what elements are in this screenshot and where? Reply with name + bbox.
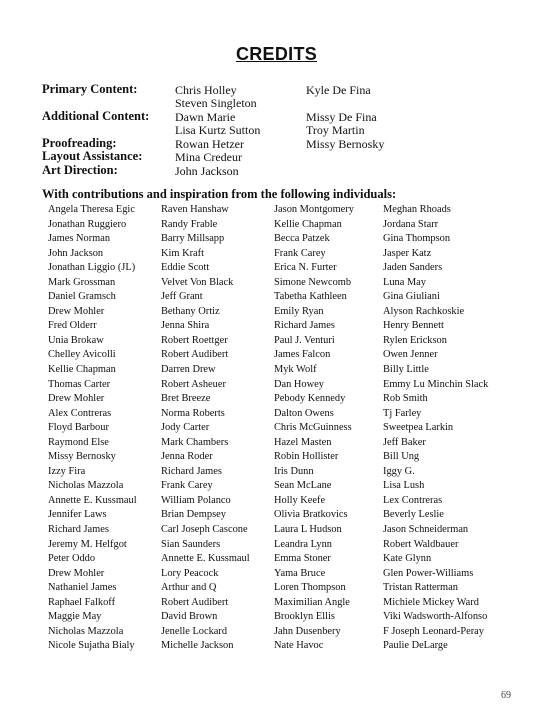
contributor-name: Drew Mohler xyxy=(48,393,105,405)
contributor-name: Lisa Lush xyxy=(383,480,425,492)
credit-name: Chris Holley xyxy=(175,83,237,97)
contributor-name: Luna May xyxy=(383,276,426,288)
contributor-name: James Falcon xyxy=(274,349,331,361)
contributor-name: Thomas Carter xyxy=(48,378,111,390)
contributor-name: Pebody Kennedy xyxy=(274,393,346,405)
credit-name: Steven Singleton xyxy=(175,96,257,110)
page-title: CREDITS xyxy=(235,44,318,64)
contributor-name: Chris McGuinness xyxy=(274,422,352,434)
contributor-name: Richard James xyxy=(161,465,222,477)
contributor-name: Jody Carter xyxy=(161,422,210,434)
contributor-name: Jason Montgomery xyxy=(274,204,354,215)
contributor-name: Yama Bruce xyxy=(274,567,326,579)
contributor-name: Jonathan Liggio (JL) xyxy=(48,262,136,274)
contributor-name: Nicholas Mazzola xyxy=(48,480,124,492)
contributor-name: Lory Peacock xyxy=(161,567,219,579)
contributor-name: Loren Thompson xyxy=(274,582,346,594)
contributor-name: Jeremy M. Helfgot xyxy=(48,538,127,550)
contributor-name: Carl Joseph Cascone xyxy=(161,524,248,536)
contributor-name: Robert Audibert xyxy=(161,596,229,608)
contributor-name: Simone Newcomb xyxy=(274,276,352,288)
contributor-name: Becca Patzek xyxy=(274,233,330,245)
contributor-name: Olivia Bratkovics xyxy=(274,509,348,521)
contributor-name: Billy Little xyxy=(383,364,429,376)
contributor-name: Robert Waldbauer xyxy=(383,538,459,550)
contributor-name: Nicholas Mazzola xyxy=(48,625,124,637)
contributor-name: Rylen Erickson xyxy=(383,334,447,346)
credit-name: Rowan Hetzer xyxy=(175,137,244,151)
contributor-name: Sian Saunders xyxy=(161,538,221,550)
contributor-name: Tristan Ratterman xyxy=(383,582,458,594)
contributor-name: Norma Roberts xyxy=(161,407,225,419)
contributor-name: Paul J. Venturi xyxy=(274,334,335,346)
contributor-name: Tj Farley xyxy=(383,407,422,419)
contributor-name: Jahn Dusenbery xyxy=(274,625,341,637)
contributor-name: Myk Wolf xyxy=(274,364,317,376)
contributor-name: Laura L Hudson xyxy=(274,524,342,536)
contributor-name: Lex Contreras xyxy=(383,494,443,506)
contributor-name: Michiele Mickey Ward xyxy=(383,596,479,608)
contributor-name: Velvet Von Black xyxy=(161,276,234,288)
contributor-name: Paulie DeLarge xyxy=(383,640,448,652)
contributor-name: Robert Asheuer xyxy=(161,378,226,390)
contributor-name: Jeff Grant xyxy=(161,291,203,303)
contributor-name: Jonathan Ruggiero xyxy=(48,218,127,230)
contributors-column-4 xyxy=(383,203,488,654)
contributor-name: Brian Dempsey xyxy=(161,509,226,521)
contributor-name: Raphael Falkoff xyxy=(48,596,116,608)
role-label-additional: Additional Content: xyxy=(42,109,150,123)
contributor-name: Robin Hollister xyxy=(274,451,339,463)
contributor-name: Raven Hanshaw xyxy=(161,204,229,215)
credit-name: Lisa Kurtz Sutton xyxy=(175,123,261,137)
contributor-name: Annette E. Kussmaul xyxy=(48,494,137,506)
contributor-name: Jaden Sanders xyxy=(383,262,443,274)
credit-name: Troy Martin xyxy=(306,123,365,137)
contributor-name: Michelle Jackson xyxy=(161,640,234,652)
credit-name: Dawn Marie xyxy=(175,110,236,124)
contributor-name: Beverly Leslie xyxy=(383,509,444,521)
credit-name: Mina Credeur xyxy=(175,150,242,164)
contributor-name: Mark Chambers xyxy=(161,436,229,448)
contributor-name: Dan Howey xyxy=(274,378,324,390)
contributor-name: Meghan Rhoads xyxy=(383,204,451,215)
contributor-name: Nathaniel James xyxy=(48,582,117,594)
contributor-name: Annette E. Kussmaul xyxy=(161,553,250,565)
contributor-name: Erica N. Furter xyxy=(274,262,337,274)
contributor-name: Frank Carey xyxy=(161,480,213,492)
credit-name: John Jackson xyxy=(175,164,239,178)
role-label-proofreading: Proofreading: xyxy=(42,136,117,150)
credit-name: Missy Bernosky xyxy=(306,137,385,151)
page-number: 69 xyxy=(501,690,511,701)
contributor-name: Angela Theresa Egic xyxy=(48,204,135,215)
contributor-name: Jasper Katz xyxy=(383,247,432,259)
contributor-name: Kellie Chapman xyxy=(48,364,116,376)
contributor-name: Gina Giuliani xyxy=(383,291,440,303)
contributor-name: Owen Jenner xyxy=(383,349,438,361)
credit-name: Kyle De Fina xyxy=(306,83,371,97)
credit-name: Missy De Fina xyxy=(306,110,377,124)
contributor-name: Henry Bennett xyxy=(383,320,444,332)
contributor-name: Robert Roettger xyxy=(161,334,228,346)
contributions-heading: With contributions and inspiration from the following individuals: xyxy=(42,187,397,201)
contributor-name: Daniel Gramsch xyxy=(48,291,116,303)
contributor-name: Unia Brokaw xyxy=(48,334,104,346)
contributor-name: James Norman xyxy=(48,233,111,245)
contributor-name: Floyd Barbour xyxy=(48,422,109,434)
contributor-name: Peter Oddo xyxy=(48,553,96,565)
contributor-name: Tabetha Kathleen xyxy=(274,291,347,303)
contributor-name: David Brown xyxy=(161,611,218,623)
contributor-name: Drew Mohler xyxy=(48,567,105,579)
contributor-name: Barry Millsapp xyxy=(161,233,225,245)
contributor-name: Nate Havoc xyxy=(274,640,324,652)
contributor-name: Alex Contreras xyxy=(48,407,112,419)
contributor-name: Emmy Lu Minchin Slack xyxy=(383,378,489,390)
contributor-name: Maximilian Angle xyxy=(274,596,350,608)
contributor-name: Bethany Ortiz xyxy=(161,305,220,317)
contributor-name: Rob Smith xyxy=(383,393,428,405)
contributor-name: Eddie Scott xyxy=(161,262,210,274)
contributor-name: Alyson Rachkoskie xyxy=(383,305,465,317)
contributor-name: F Joseph Leonard-Peray xyxy=(383,625,484,637)
contributor-name: Bret Breeze xyxy=(161,393,211,405)
role-label-art: Art Direction: xyxy=(42,163,118,177)
contributor-name: Fred Olderr xyxy=(48,320,97,332)
contributor-name: Arthur and Q xyxy=(161,582,217,594)
contributor-name: Bill Ung xyxy=(383,451,420,463)
role-label-primary: Primary Content: xyxy=(42,82,138,96)
contributor-name: Iggy G. xyxy=(383,465,415,477)
contributor-name: Leandra Lynn xyxy=(274,538,332,550)
contributor-name: Jenelle Lockard xyxy=(161,625,228,637)
contributor-name: Emily Ryan xyxy=(274,305,324,317)
contributor-name: Darren Drew xyxy=(161,364,216,376)
contributor-name: Nicole Sujatha Bialy xyxy=(48,640,135,652)
contributor-name: Raymond Else xyxy=(48,436,109,448)
contributor-name: Jenna Roder xyxy=(161,451,213,463)
contributor-name: Kate Glynn xyxy=(383,553,432,565)
contributor-name: Jenna Shira xyxy=(161,320,210,332)
contributor-name: Jeff Baker xyxy=(383,436,426,448)
contributor-name: William Polanco xyxy=(161,494,231,506)
contributor-name: Sweetpea Larkin xyxy=(383,422,454,434)
contributor-name: Randy Frable xyxy=(161,218,218,230)
contributor-name: Richard James xyxy=(48,524,109,536)
contributor-name: Jennifer Laws xyxy=(48,509,107,521)
contributors-column-2 xyxy=(161,203,250,654)
contributor-name: Glen Power-Williams xyxy=(383,567,474,579)
contributor-name: Brooklyn Ellis xyxy=(274,611,335,623)
contributor-name: Dalton Owens xyxy=(274,407,334,419)
contributor-name: Kellie Chapman xyxy=(274,218,342,230)
contributor-name: Richard James xyxy=(274,320,335,332)
role-label-layout: Layout Assistance: xyxy=(42,149,143,163)
contributor-name: Drew Mohler xyxy=(48,305,105,317)
contributor-name: Hazel Masten xyxy=(274,436,332,448)
contributor-name: Robert Audibert xyxy=(161,349,229,361)
contributor-name: Mark Grossman xyxy=(48,276,116,288)
contributor-name: Frank Carey xyxy=(274,247,326,259)
contributor-name: Izzy Fira xyxy=(48,465,86,477)
contributors-column-3 xyxy=(274,203,354,654)
contributor-name: Jason Schneiderman xyxy=(383,524,469,536)
contributor-name: Holly Keefe xyxy=(274,494,326,506)
contributor-name: Gina Thompson xyxy=(383,233,451,245)
contributor-name: Emma Stoner xyxy=(274,553,331,565)
contributor-name: Viki Wadsworth-Alfonso xyxy=(383,611,488,623)
contributor-name: Missy Bernosky xyxy=(48,451,116,463)
contributor-name: Maggie May xyxy=(48,611,102,623)
contributor-name: Jordana Starr xyxy=(383,218,439,230)
contributor-name: Kim Kraft xyxy=(161,247,204,259)
contributor-name: Sean McLane xyxy=(274,480,332,492)
contributor-name: Chelley Avicolli xyxy=(48,349,116,361)
contributor-name: John Jackson xyxy=(48,247,104,259)
contributor-name: Iris Dunn xyxy=(274,465,314,477)
contributors-column-1 xyxy=(48,203,137,654)
